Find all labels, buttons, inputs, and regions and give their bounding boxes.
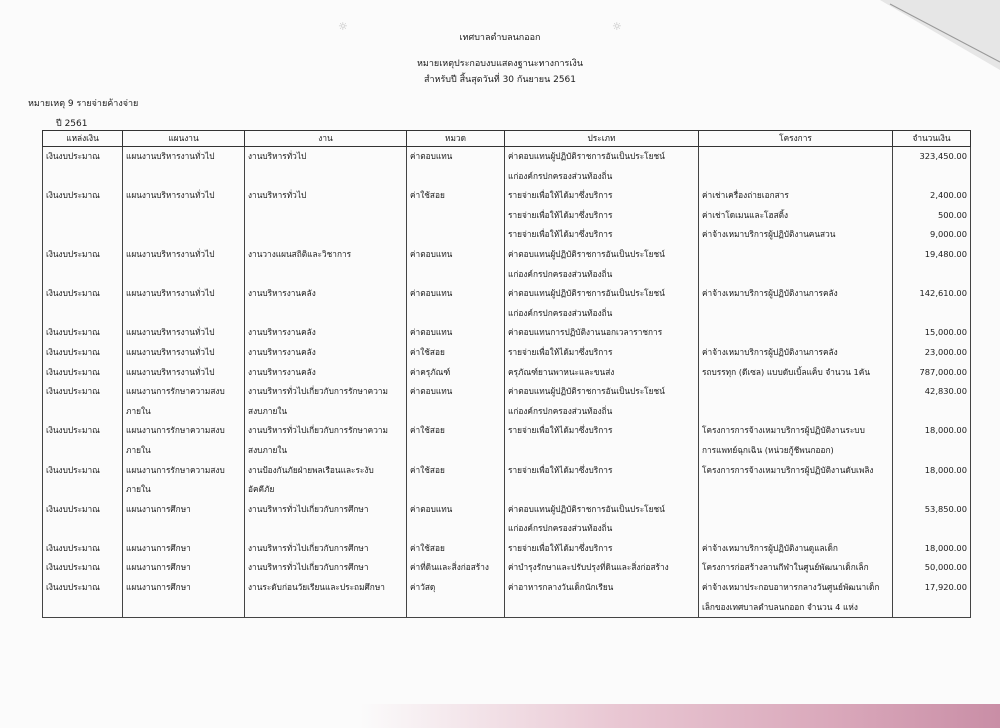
cell-project-line: โครงการการจ้างเหมาบริการผู้ปฏิบัติงานระบบ [702, 425, 865, 436]
cell-project-line: โครงการก่อสร้างลานกีฬาในศูนย์พัฒนาเด็กเล็ก [702, 562, 869, 573]
cell-plan-line: แผนงานบริหารงานทั่วไป [126, 248, 215, 259]
cell-plan-line: แผนงานบริหารงานทั่วไป [126, 346, 215, 357]
cell-work-line: งานป้องกันภัยฝ่ายพลเรือนและระงับ [248, 464, 374, 475]
table-row [43, 343, 971, 363]
cell-project [699, 421, 893, 460]
cell-project [699, 147, 893, 187]
cell-type-line: ค่าตอบแทนผู้ปฏิบัติราชการอันเป็นประโยชน์ [508, 288, 665, 299]
cell-category: ค่าตอบแทน [407, 147, 505, 187]
cell-plan-line: แผนงานการรักษาความสงบ [126, 386, 225, 397]
table-row [43, 558, 971, 578]
cell-type-line: ค่าตอบแทนการปฏิบัติงานนอกเวลาราชการ [508, 327, 663, 338]
cell-project [699, 363, 893, 383]
cell-work-line: งานระดับก่อนวัยเรียนและประถมศึกษา [248, 582, 385, 593]
cell-type-line: แก่องค์กรปกครองส่วนท้องถิ่น [508, 405, 613, 416]
cell-type [505, 578, 699, 618]
cell-amount: 42,830.00 [893, 382, 971, 421]
scan-bottom-color-strip [360, 704, 1000, 728]
table-row [43, 147, 971, 187]
cell-type [505, 363, 699, 383]
org-name: เทศบาลตำบลนกออก [459, 33, 541, 43]
cell-category: ค่าตอบแทน [407, 500, 505, 539]
cell-work [245, 539, 407, 559]
cell-source: เงินงบประมาณ [43, 323, 123, 343]
cell-type-line: ค่าตอบแทนผู้ปฏิบัติราชการอันเป็นประโยชน์ [508, 151, 665, 161]
cell-amount: 18,000.00 [893, 421, 971, 460]
cell-amount: 18,000.00 [893, 461, 971, 500]
cell-type [505, 500, 699, 539]
cell-plan [123, 186, 245, 206]
cell-project-line: รถบรรทุก (ดีเซล) แบบดับเบิ้ลแค็บ จำนวน 1คัน [702, 366, 871, 377]
cell-source: เงินงบประมาณ [43, 382, 123, 421]
cell-plan-line: ภายใน [126, 484, 151, 495]
cell-category: ค่าที่ดินและสิ่งก่อสร้าง [407, 558, 505, 578]
cell-source: เงินงบประมาณ [43, 461, 123, 500]
table-row [43, 206, 971, 226]
cell-project [699, 500, 893, 539]
cell-work-line: งานบริหารทั่วไปเกี่ยวกับการรักษาความ [248, 386, 389, 397]
cell-source: เงินงบประมาณ [43, 363, 123, 383]
col-header-project: โครงการ [699, 131, 893, 147]
col-header-type: ประเภท [505, 131, 699, 147]
table-row [43, 578, 971, 618]
document-title: หมายเหตุประกอบงบแสดงฐานะทางการเงิน [417, 59, 583, 69]
cell-work [245, 500, 407, 539]
cell-source: เงินงบประมาณ [43, 500, 123, 539]
cell-plan-line: แผนงานบริหารงานทั่วไป [126, 366, 215, 377]
cell-work-line: งานบริหารงานคลัง [248, 346, 316, 357]
cell-category: ค่าตอบแทน [407, 382, 505, 421]
cell-type [505, 382, 699, 421]
table-row [43, 461, 971, 500]
cell-type [505, 421, 699, 460]
cell-plan-line: แผนงานการรักษาความสงบ [126, 464, 225, 475]
cell-plan-line: แผนงานการศึกษา [126, 542, 191, 553]
cell-work-line: งานบริหารทั่วไปเกี่ยวกับการศึกษา [248, 542, 369, 553]
table-row [43, 245, 971, 284]
cell-work [245, 382, 407, 421]
cell-work-line: อัคคีภัย [248, 484, 275, 495]
table-body [43, 147, 971, 618]
cell-type-line: ครุภัณฑ์ยานพาหนะและขนส่ง [508, 366, 615, 377]
cell-work [245, 206, 407, 226]
cell-plan [123, 558, 245, 578]
cell-category: ค่าใช้สอย [407, 186, 505, 206]
cell-type [505, 343, 699, 363]
cell-project-line: ค่าจ้างเหมาบริการผู้ปฏิบัติงานคนสวน [702, 229, 836, 240]
cell-source: เงินงบประมาณ [43, 284, 123, 323]
cell-type-line: รายจ่ายเพื่อให้ได้มาซึ่งบริการ [508, 464, 613, 475]
cell-work-line: งานบริหารทั่วไป [248, 190, 307, 201]
cell-work [245, 225, 407, 245]
cell-source: เงินงบประมาณ [43, 578, 123, 618]
cell-type-line: ค่าตอบแทนผู้ปฏิบัติราชการอันเป็นประโยชน์ [508, 386, 665, 397]
cell-type-line: ค่าตอบแทนผู้ปฏิบัติราชการอันเป็นประโยชน์ [508, 248, 665, 259]
cell-project-line: ค่าเช่าโดเมนและโฮสติ้ง [702, 209, 789, 220]
cell-source: เงินงบประมาณ [43, 343, 123, 363]
cell-plan-line: ภายใน [126, 405, 151, 416]
cell-plan-line: แผนงานการศึกษา [126, 503, 191, 514]
table-row [43, 363, 971, 383]
cell-work [245, 578, 407, 618]
cell-amount: 18,000.00 [893, 539, 971, 559]
col-header-category: หมวด [407, 131, 505, 147]
cell-work-line: งานบริหารงานคลัง [248, 288, 316, 299]
cell-plan-line: แผนงานการรักษาความสงบ [126, 425, 225, 436]
cell-amount: 9,000.00 [893, 225, 971, 245]
cell-type [505, 558, 699, 578]
cell-type-line: แก่องค์กรปกครองส่วนท้องถิ่น [508, 523, 613, 534]
cell-source: เงินงบประมาณ [43, 147, 123, 187]
cell-project-line: การแพทย์ฉุกเฉิน (หน่วยกู้ชีพนกออก) [702, 444, 834, 455]
cell-project [699, 206, 893, 226]
cell-source: เงินงบประมาณ [43, 186, 123, 206]
cell-category: ค่าวัสดุ [407, 578, 505, 618]
col-header-source: แหล่งเงิน [43, 131, 123, 147]
cell-plan [123, 284, 245, 323]
cell-category: ค่าตอบแทน [407, 323, 505, 343]
cell-plan [123, 245, 245, 284]
cell-plan [123, 500, 245, 539]
cell-project-line: ค่าเช่าเครื่องถ่ายเอกสาร [702, 190, 789, 201]
cell-project [699, 323, 893, 343]
cell-work-line: งานบริหารทั่วไปเกี่ยวกับการศึกษา [248, 503, 369, 514]
cell-plan [123, 382, 245, 421]
cell-work-line: สงบภายใน [248, 405, 288, 416]
cell-amount: 53,850.00 [893, 500, 971, 539]
cell-source: เงินงบประมาณ [43, 539, 123, 559]
cell-work [245, 284, 407, 323]
cell-plan [123, 147, 245, 187]
cell-plan [123, 225, 245, 245]
table-row [43, 421, 971, 460]
cell-category: ค่าตอบแทน [407, 245, 505, 284]
cell-type [505, 147, 699, 187]
cell-amount: 23,000.00 [893, 343, 971, 363]
cell-type-line: รายจ่ายเพื่อให้ได้มาซึ่งบริการ [508, 425, 613, 436]
cell-type [505, 539, 699, 559]
cell-type-line: รายจ่ายเพื่อให้ได้มาซึ่งบริการ [508, 542, 613, 553]
cell-plan-line: แผนงานบริหารงานทั่วไป [126, 151, 215, 161]
cell-project [699, 225, 893, 245]
scan-smudge-mark: ☼ [612, 20, 622, 33]
cell-type [505, 461, 699, 500]
cell-category: ค่าตอบแทน [407, 284, 505, 323]
cell-category [407, 206, 505, 226]
cell-work-line: งานวางแผนสถิติและวิชาการ [248, 248, 352, 259]
cell-project [699, 382, 893, 421]
cell-source: เงินงบประมาณ [43, 558, 123, 578]
table-row [43, 186, 971, 206]
scan-smudge-mark: ☼ [338, 20, 348, 33]
cell-amount: 142,610.00 [893, 284, 971, 323]
cell-plan [123, 578, 245, 618]
cell-type-line: แก่องค์กรปกครองส่วนท้องถิ่น [508, 268, 613, 279]
cell-type [505, 225, 699, 245]
cell-project [699, 245, 893, 284]
cell-work [245, 186, 407, 206]
col-header-work: งาน [245, 131, 407, 147]
cell-project [699, 461, 893, 500]
cell-work [245, 343, 407, 363]
cell-source: เงินงบประมาณ [43, 421, 123, 460]
cell-type-line: รายจ่ายเพื่อให้ได้มาซึ่งบริการ [508, 346, 613, 357]
cell-plan-line: แผนงานการศึกษา [126, 562, 191, 573]
cell-category: ค่าใช้สอย [407, 461, 505, 500]
cell-work [245, 558, 407, 578]
cell-type-line: ค่าตอบแทนผู้ปฏิบัติราชการอันเป็นประโยชน์ [508, 503, 665, 514]
cell-work-line: งานบริหารงานคลัง [248, 366, 316, 377]
cell-project-line: โครงการการจ้างเหมาบริการผู้ปฏิบัติงานดับเพลิง [702, 464, 874, 475]
cell-type-line: ค่าบำรุงรักษาและปรับปรุงที่ดินและสิ่งก่อสร้าง [508, 562, 669, 573]
cell-project [699, 578, 893, 618]
cell-source: เงินงบประมาณ [43, 245, 123, 284]
cell-work [245, 421, 407, 460]
cell-work-line: งานบริหารงานคลัง [248, 327, 316, 338]
cell-project [699, 186, 893, 206]
col-header-amount: จำนวนเงิน [893, 131, 971, 147]
cell-plan-line: แผนงานบริหารงานทั่วไป [126, 288, 215, 299]
table-row [43, 500, 971, 539]
cell-category: ค่าใช้สอย [407, 539, 505, 559]
cell-type-line: รายจ่ายเพื่อให้ได้มาซึ่งบริการ [508, 229, 613, 240]
cell-type-line: แก่องค์กรปกครองส่วนท้องถิ่น [508, 170, 613, 181]
cell-project-line: ค่าจ้างเหมาบริการผู้ปฏิบัติงานการคลัง [702, 288, 838, 299]
cell-project [699, 539, 893, 559]
cell-project [699, 284, 893, 323]
cell-plan [123, 206, 245, 226]
cell-project-line: ค่าจ้างเหมาบริการผู้ปฏิบัติงานดูแลเด็ก [702, 542, 838, 553]
cell-project-line: ค่าจ้างเหมาประกอบอาหารกลางวันศูนย์พัฒนาเด็ก [702, 582, 880, 593]
cell-work [245, 323, 407, 343]
cell-amount: 17,920.00 [893, 578, 971, 618]
cell-plan-line: ภายใน [126, 444, 151, 455]
cell-plan [123, 343, 245, 363]
cell-plan-line: แผนงานบริหารงานทั่วไป [126, 190, 215, 201]
table-row [43, 539, 971, 559]
cell-category [407, 225, 505, 245]
cell-type [505, 206, 699, 226]
cell-type [505, 284, 699, 323]
cell-work-line: งานบริหารทั่วไป [248, 151, 307, 161]
cell-project [699, 343, 893, 363]
cell-amount: 323,450.00 [893, 147, 971, 187]
cell-work-line: งานบริหารทั่วไปเกี่ยวกับการรักษาความ [248, 425, 389, 436]
cell-source [43, 206, 123, 226]
cell-work-line: สงบภายใน [248, 444, 288, 455]
cell-type-line: ค่าอาหารกลางวันเด็กนักเรียน [508, 582, 614, 593]
cell-category: ค่าครุภัณฑ์ [407, 363, 505, 383]
table-row [43, 382, 971, 421]
cell-category: ค่าใช้สอย [407, 343, 505, 363]
cell-work [245, 363, 407, 383]
cell-amount: 19,480.00 [893, 245, 971, 284]
table-row [43, 323, 971, 343]
table-row [43, 284, 971, 323]
cell-work [245, 461, 407, 500]
cell-type [505, 323, 699, 343]
cell-type [505, 245, 699, 284]
accrued-expenses-table [42, 130, 971, 618]
cell-source [43, 225, 123, 245]
cell-plan [123, 461, 245, 500]
year-label: ปี 2561 [56, 119, 88, 129]
cell-amount: 500.00 [893, 206, 971, 226]
cell-amount: 15,000.00 [893, 323, 971, 343]
cell-work [245, 147, 407, 187]
document-period: สำหรับปี สิ้นสุดวันที่ 30 กันยายน 2561 [423, 75, 576, 85]
cell-project [699, 558, 893, 578]
table-row [43, 225, 971, 245]
note-title: หมายเหตุ 9 รายจ่ายค้างจ่าย [28, 99, 139, 109]
cell-category: ค่าใช้สอย [407, 421, 505, 460]
cell-type [505, 186, 699, 206]
cell-plan [123, 323, 245, 343]
cell-amount: 787,000.00 [893, 363, 971, 383]
cell-type-line: รายจ่ายเพื่อให้ได้มาซึ่งบริการ [508, 209, 613, 220]
cell-type-line: แก่องค์กรปกครองส่วนท้องถิ่น [508, 307, 613, 318]
cell-plan [123, 363, 245, 383]
cell-work [245, 245, 407, 284]
cell-project-line: เล็กของเทศบาลตำบลนกออก จำนวน 4 แห่ง [702, 601, 858, 612]
col-header-plan: แผนงาน [123, 131, 245, 147]
cell-plan [123, 421, 245, 460]
cell-type-line: รายจ่ายเพื่อให้ได้มาซึ่งบริการ [508, 190, 613, 201]
cell-plan [123, 539, 245, 559]
cell-amount: 50,000.00 [893, 558, 971, 578]
table-header-row [43, 131, 971, 147]
cell-project-line: ค่าจ้างเหมาบริการผู้ปฏิบัติงานการคลัง [702, 346, 838, 357]
cell-plan-line: แผนงานการศึกษา [126, 582, 191, 593]
cell-plan-line: แผนงานบริหารงานทั่วไป [126, 327, 215, 338]
cell-work-line: งานบริหารทั่วไปเกี่ยวกับการศึกษา [248, 562, 369, 573]
cell-amount: 2,400.00 [893, 186, 971, 206]
